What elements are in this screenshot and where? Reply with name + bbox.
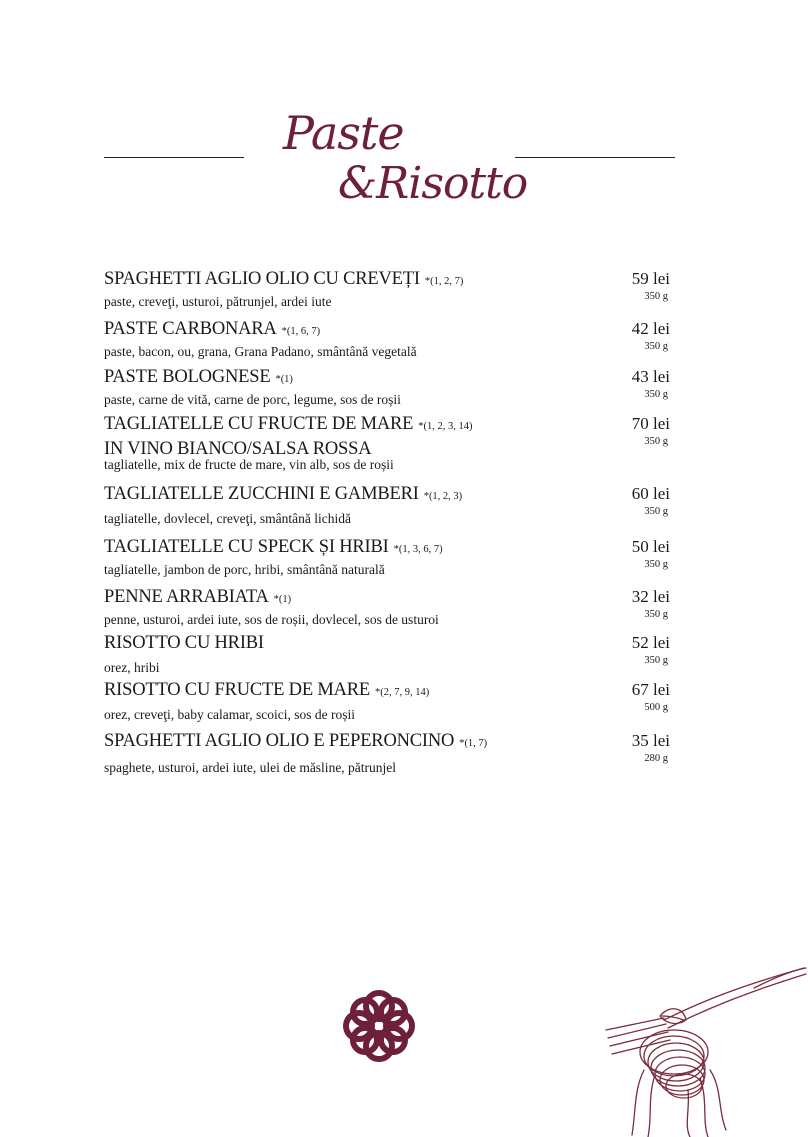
- item-weight: 350 g: [644, 506, 668, 517]
- title-rule-right: [515, 157, 675, 158]
- menu-item: [104, 366, 670, 408]
- item-price: 59 lei: [631, 269, 670, 288]
- item-price: 42 lei: [631, 319, 670, 338]
- item-price: 67 lei: [631, 680, 670, 699]
- item-name: SPAGHETTI AGLIO OLIO E PEPERONCINO *(1, 7): [104, 731, 488, 751]
- section-title-line-2: &Risotto: [338, 158, 528, 209]
- menu-item: [104, 483, 670, 527]
- menu-item: [104, 268, 670, 310]
- item-description: tagliatelle, mix de fructe de mare, vin alb, sos de roșii: [104, 457, 394, 472]
- item-name: TAGLIATELLE CU SPECK ȘI HRIBI *(1, 3, 6, 7): [104, 537, 443, 557]
- item-description: paste, carne de vită, carne de porc, legume, sos de roșii: [104, 392, 401, 407]
- item-allergens: *(1, 3, 6, 7): [393, 544, 443, 555]
- menu-item: [104, 632, 670, 676]
- item-price: 35 lei: [631, 731, 670, 750]
- item-name: PASTE BOLOGNESE *(1): [104, 367, 293, 387]
- item-description: tagliatelle, dovlecel, creveţi, smântână lichidă: [104, 511, 352, 526]
- item-name: TAGLIATELLE ZUCCHINI E GAMBERI *(1, 2, 3): [104, 484, 463, 504]
- item-allergens: *(1, 2, 3, 14): [418, 421, 473, 432]
- item-name-line-2: IN VINO BIANCO/SALSA ROSSA: [104, 439, 372, 459]
- item-description: orez, creveţi, baby calamar, scoici, sos de roșii: [104, 707, 355, 722]
- menu-item: [104, 586, 670, 628]
- item-weight: 350 g: [644, 436, 668, 447]
- item-price: 60 lei: [631, 484, 670, 503]
- menu-item: [104, 318, 670, 360]
- item-weight: 350 g: [644, 609, 668, 620]
- title-rule-left: [104, 157, 244, 158]
- item-allergens: *(1, 2, 3): [423, 491, 463, 502]
- item-name: PASTE CARBONARA *(1, 6, 7): [104, 319, 321, 339]
- item-description: paste, bacon, ou, grana, Grana Padano, smântână vegetală: [104, 344, 417, 359]
- item-price: 70 lei: [631, 414, 670, 433]
- item-weight: 350 g: [644, 559, 668, 570]
- item-name: TAGLIATELLE CU FRUCTE DE MARE *(1, 2, 3, 14): [104, 414, 473, 434]
- item-allergens: *(2, 7, 9, 14): [375, 687, 430, 698]
- item-description: paste, creveţi, usturoi, pătrunjel, ardei iute: [104, 294, 332, 309]
- item-allergens: *(1, 7): [459, 738, 488, 749]
- item-price: 32 lei: [631, 587, 670, 606]
- item-weight: 350 g: [644, 389, 668, 400]
- item-description: penne, usturoi, ardei iute, sos de roșii, dovlecel, sos de usturoi: [104, 612, 439, 627]
- rose-emblem-icon: [335, 982, 423, 1070]
- item-allergens: *(1): [275, 374, 293, 385]
- item-weight: 350 g: [644, 291, 668, 302]
- item-price: 50 lei: [631, 537, 670, 556]
- item-allergens: *(1, 6, 7): [281, 326, 321, 337]
- item-weight: 500 g: [644, 702, 668, 713]
- menu-item: [104, 730, 670, 776]
- menu-item: [104, 536, 670, 578]
- item-weight: 350 g: [644, 655, 668, 666]
- item-allergens: *(1, 2, 7): [424, 276, 464, 287]
- item-weight: 350 g: [644, 341, 668, 352]
- item-price: 43 lei: [631, 367, 670, 386]
- item-name: SPAGHETTI AGLIO OLIO CU CREVEȚI *(1, 2, 7): [104, 269, 464, 289]
- fork-with-pasta-icon: [604, 960, 808, 1137]
- item-description: tagliatelle, jambon de porc, hribi, smântână naturală: [104, 562, 385, 577]
- menu-item: [104, 679, 670, 723]
- item-description: orez, hribi: [104, 660, 160, 675]
- item-name: PENNE ARRABIATA *(1): [104, 587, 292, 607]
- item-name: RISOTTO CU FRUCTE DE MARE *(2, 7, 9, 14): [104, 680, 430, 700]
- item-name: RISOTTO CU HRIBI: [104, 633, 264, 653]
- menu-item: [104, 413, 670, 473]
- item-weight: 280 g: [644, 753, 668, 764]
- item-price: 52 lei: [631, 633, 670, 652]
- section-title-line-1: Paste: [283, 106, 404, 160]
- item-allergens: *(1): [273, 594, 292, 605]
- item-description: spaghete, usturoi, ardei iute, ulei de măsline, pătrunjel: [104, 760, 397, 775]
